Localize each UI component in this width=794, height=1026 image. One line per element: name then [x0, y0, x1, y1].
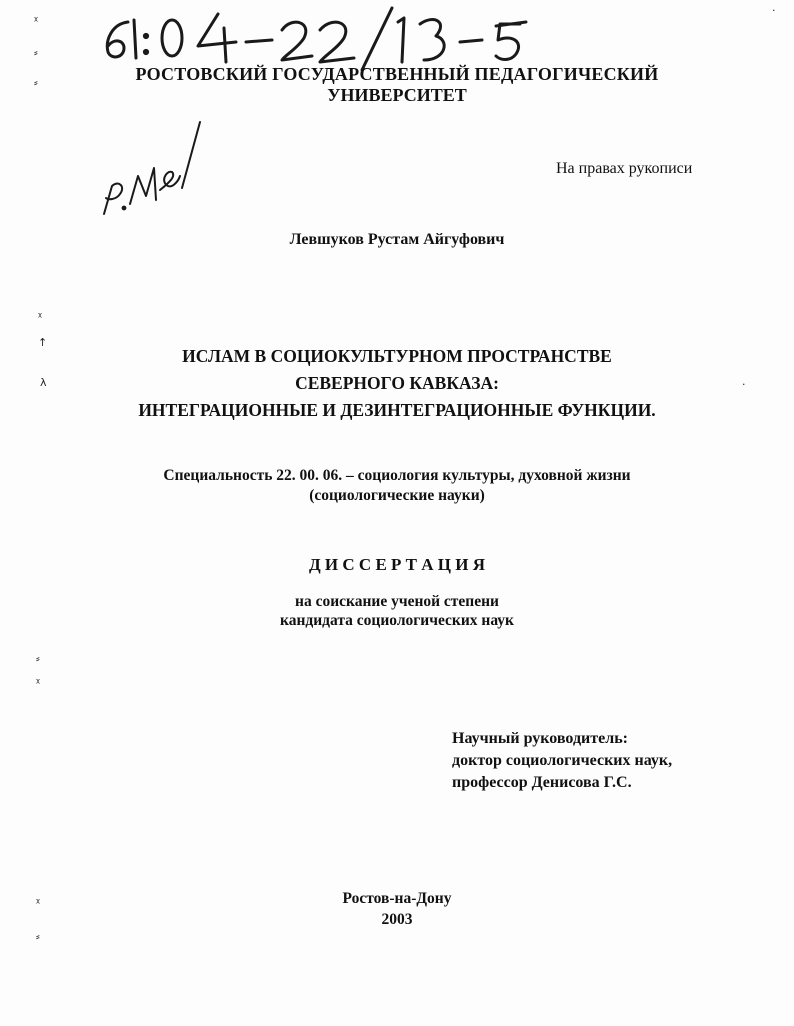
scan-artifact: · [742, 378, 746, 391]
degree-line2: кандидата социологических наук [280, 612, 514, 629]
title-line3: ИНТЕГРАЦИОННЫЕ И ДЕЗИНТЕГРАЦИОННЫЕ ФУНКЦИИ. [138, 400, 656, 420]
university-name-line2: УНИВЕРСИТЕТ [327, 85, 467, 105]
university-name-line1: РОСТОВСКИЙ ГОСУДАРСТВЕННЫЙ ПЕДАГОГИЧЕСКИЙ [135, 64, 659, 84]
scan-artifact: ᵡ [36, 896, 41, 909]
scan-artifact: ᵡ [34, 14, 39, 27]
degree-line1: на соискание ученой степени [295, 593, 499, 610]
supervisor-label: Научный руководитель: [452, 730, 628, 747]
place: Ростов-на-Дону [342, 890, 452, 907]
scan-artifact: ⸗ [34, 76, 38, 89]
scan-artifact: ↑ [38, 336, 48, 349]
year: 2003 [381, 911, 413, 928]
scan-artifact: ⸗ [36, 652, 40, 665]
scan-artifact: ᵡ [36, 676, 41, 689]
manuscript-rights: На правах рукописи [556, 160, 693, 177]
title-line2: СЕВЕРНОГО КАВКАЗА: [295, 373, 499, 393]
specialty-line1: Специальность 22. 00. 06. – социология культуры, духовной жизни [163, 467, 631, 484]
scan-artifact: ⸗ [34, 46, 38, 59]
scan-artifact: ᵡ [38, 310, 43, 323]
supervisor-name: профессор Денисова Г.С. [452, 774, 632, 791]
scan-artifact: · [772, 4, 776, 17]
document-type: Д И С С Е Р Т А Ц И Я [308, 555, 486, 574]
scan-artifact: λ [40, 376, 47, 389]
specialty-line2: (социологические науки) [309, 487, 485, 504]
supervisor-degree: доктор социологических наук, [452, 752, 673, 769]
title-line1: ИСЛАМ В СОЦИОКУЛЬТУРНОМ ПРОСТРАНСТВЕ [182, 346, 612, 366]
scan-artifact: ⸗ [36, 930, 40, 943]
author-name: Левшуков Рустам Айгуфович [289, 231, 505, 248]
